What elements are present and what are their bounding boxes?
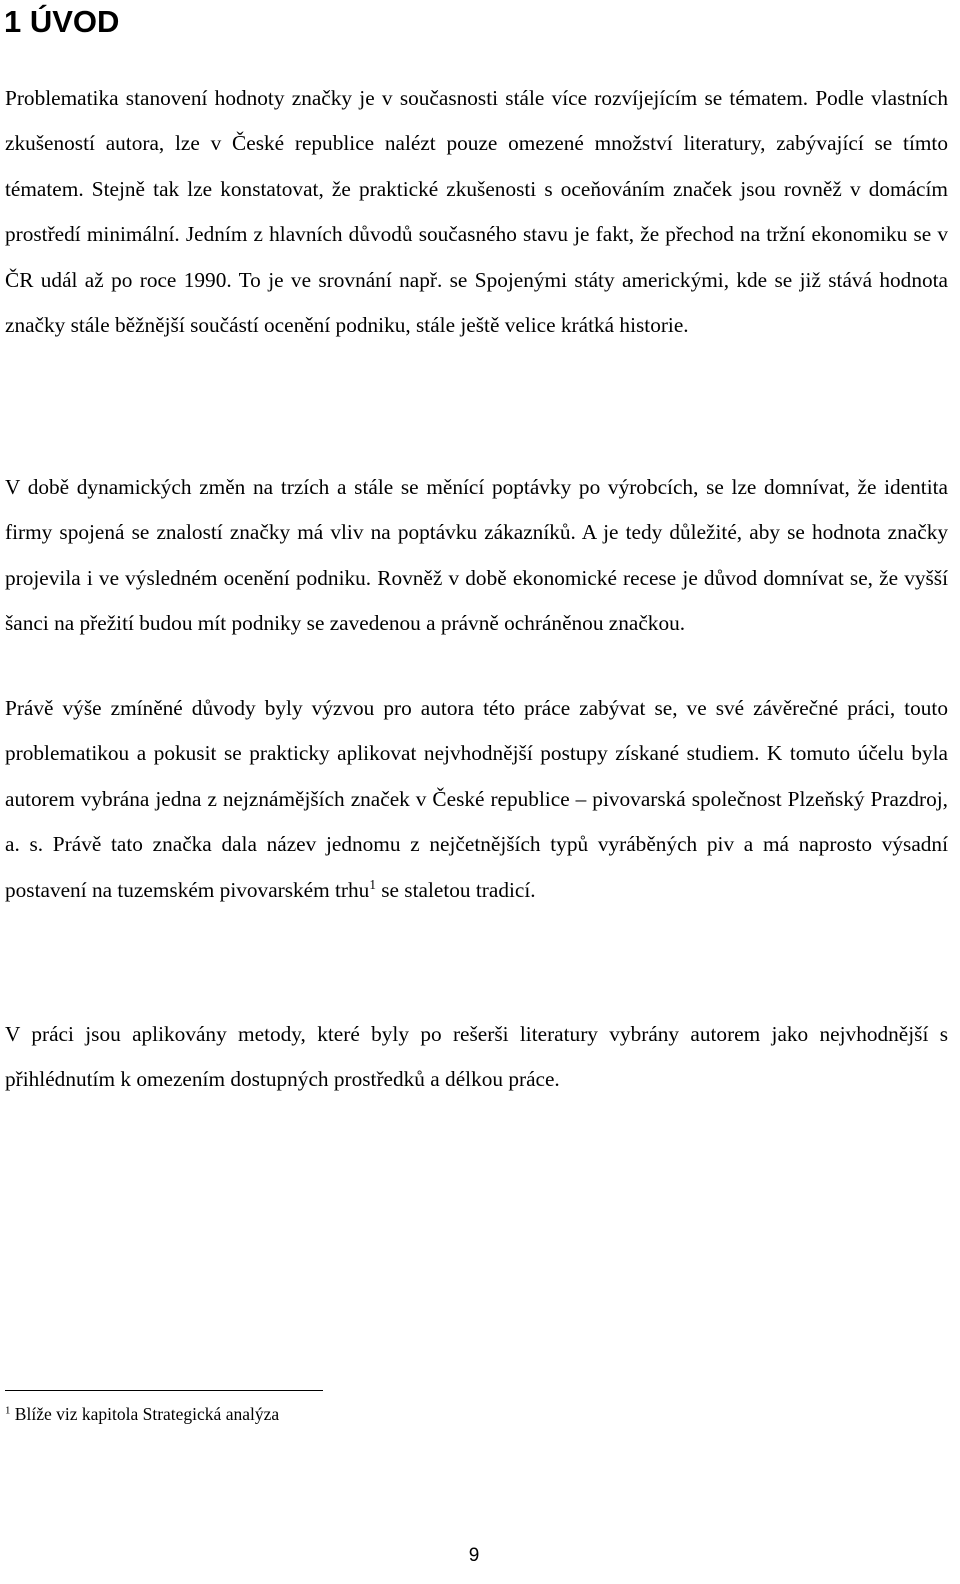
- footnote-reference[interactable]: 1: [369, 876, 376, 892]
- footnote-separator: [5, 1390, 323, 1391]
- paragraph-methods: V práci jsou aplikovány metody, které byly po rešerši literatury vybrány autorem jako nejvhodnější s přihlédnutím k omezením dostupných prostředků a délkou práce.: [5, 1022, 948, 1092]
- paragraph-motivation-text: Právě výše zmíněné důvody byly výzvou pro autora této práce zabývat se, ve své závěrečné práci, touto problematikou a pokusit se prakticky aplikovat nejvhodnější postupy získané studiem. K tomuto účelu byla autorem vybrána jedna z nejznámějších značek v České republice – pivovarská společnost Plzeňský Prazdroj, a. s. Právě tato značka dala název jednomu z nejčetnějších typů vyráběných piv a má naprosto výsadní postavení na tuzemském pivovarském trhu: [5, 696, 948, 902]
- page-number: 9: [468, 1545, 480, 1566]
- paragraph-market-changes: V době dynamických změn na trzích a stále se měnící poptávky po výrobcích, se lze domnívat, že identita firmy spojená se znalostí značky má vliv na poptávku zákazníků. A je tedy důležité, aby se hodnota značky projevila i ve výsledném ocenění podniku. Rovněž v době ekonomické recese je důvod domnívat se, že vyšší šanci na přežití budou mít podniky se zavedenou a právně ochráněnou značkou.: [5, 475, 948, 636]
- paragraph-intro: Problematika stanovení hodnoty značky je v současnosti stále více rozvíjejícím se tématem. Podle vlastních zkušeností autora, lze v České republice nalézt pouze omezené množství literatury, zabývající se tímto tématem. Stejně tak lze konstatovat, že praktické zkušenosti s oceňováním značek jsou rovněž v domácím prostředí minimální. Jedním z hlavních důvodů současného stavu je fakt, že přechod na tržní ekonomiku se v ČR udál až po roce 1990. To je ve srovnání např. se Spojenými státy americkými, kde se již stává hodnota značky stále běžnější součástí ocenění podniku, stále ještě velice krátká historie.: [5, 86, 948, 338]
- footnote-text: Blíže viz kapitola Strategická analýza: [10, 1404, 280, 1424]
- chapter-heading: 1 ÚVOD: [4, 4, 120, 39]
- paragraph-motivation: [5, 686, 948, 913]
- footnote-number: 1: [5, 1404, 11, 1417]
- paragraph-motivation-tail: se staletou tradicí.: [375, 877, 536, 902]
- footnote: [5, 1400, 279, 1428]
